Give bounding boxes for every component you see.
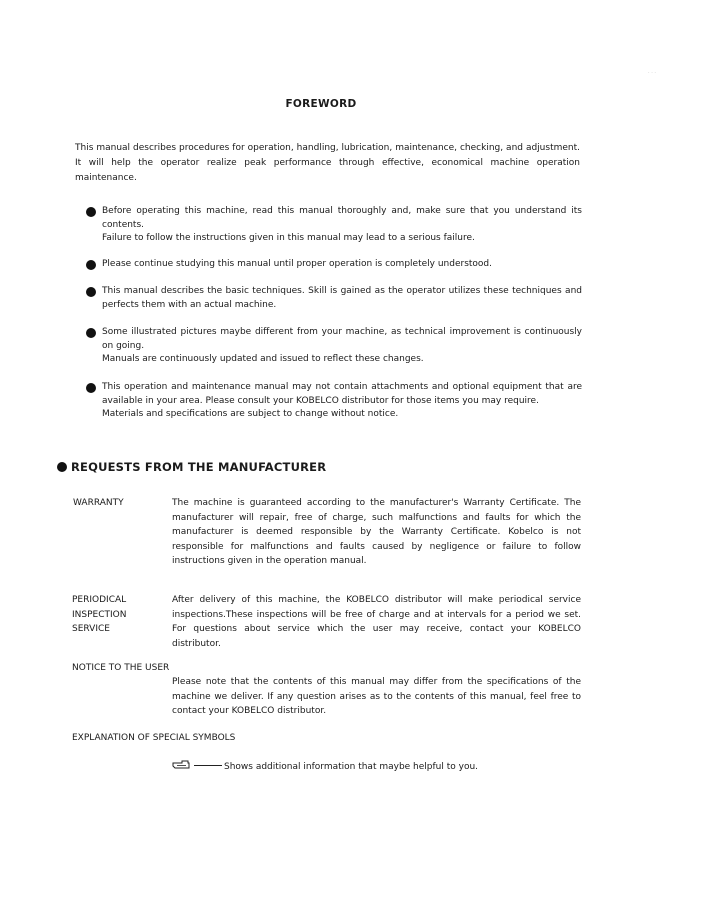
scan-mark: · · ·	[648, 70, 656, 76]
bullet-text: Failure to follow the instructions given in this manual may lead to a serious failure.	[102, 233, 475, 243]
bullet-item	[86, 285, 582, 312]
bullet-text: Please continue studying this manual until proper operation is completely understood.	[102, 259, 492, 269]
bullet-dot-icon	[86, 260, 96, 270]
bullet-text: This manual describes the basic techniques. Skill is gained as the operator utilizes these techniques and perfects them with an actual machine.	[102, 286, 582, 310]
warranty-term: WARRANTY	[73, 498, 124, 508]
intro-paragraph: This manual describes procedures for operation, handling, lubrication, maintenance, checking, and adjustment. It will help the operator realize peak performance through effective, economical machine operation maintenance.	[75, 143, 580, 183]
periodical-term-line: INSPECTION	[72, 609, 127, 620]
section-heading-text: REQUESTS FROM THE MANUFACTURER	[71, 460, 327, 474]
symbol-explanation	[172, 760, 478, 774]
dash-line	[194, 765, 222, 766]
bullet-item	[86, 381, 582, 422]
periodical-term-line: SERVICE	[72, 624, 110, 634]
section-heading	[57, 460, 326, 474]
bullet-dot-icon	[86, 328, 96, 338]
bullet-text: Manuals are continuously updated and issued to reflect these changes.	[102, 354, 424, 364]
bullet-item	[86, 326, 582, 367]
notice-text: Please note that the contents of this manual may differ from the specifications of the machine we deliver. If any question arises as to the contents of this manual, feel free to contact your KOBELCO distributor.	[172, 677, 581, 716]
bullet-item	[86, 205, 582, 246]
page-title: FOREWORD	[285, 98, 357, 110]
periodical-text: After delivery of this machine, the KOBELCO distributor will make periodical service inspections.These inspections will be free of charge and at intervals for a period we set. For questions about service which the user may receive, contact your KOBELCO distributor.	[172, 595, 581, 649]
bullet-dot-icon	[57, 462, 67, 472]
bullet-dot-icon	[86, 287, 96, 297]
symbols-term: EXPLANATION OF SPECIAL SYMBOLS	[72, 733, 236, 743]
bullet-dot-icon	[86, 383, 96, 393]
notice-term: NOTICE TO THE USER	[72, 663, 170, 673]
bullet-item	[86, 258, 582, 272]
bullet-dot-icon	[86, 207, 96, 217]
bullet-text: Some illustrated pictures maybe different from your machine, as technical improvement is continuously on going.	[102, 327, 582, 351]
periodical-term	[72, 593, 126, 637]
bullet-text: Before operating this machine, read this manual thoroughly and, make sure that you understand its contents.	[102, 206, 582, 230]
pointing-hand-icon	[172, 760, 190, 770]
bullet-text: Materials and specifications are subject to change without notice.	[102, 409, 399, 419]
periodical-term-line: PERIODICAL	[72, 595, 127, 605]
bullet-text: This operation and maintenance manual may not contain attachments and optional equipment that are available in your area. Please consult your KOBELCO distributor for those items you may require.	[102, 382, 582, 406]
symbol-text: Shows additional information that maybe helpful to you.	[224, 762, 479, 772]
warranty-text: The machine is guaranteed according to the manufacturer's Warranty Certificate. The manufacturer will repair, free of charge, such malfunctions and faults for which the manufacturer is deemed responsible by the Warranty Certificate. Kobelco is not responsible for malfunctions and faults caused by negligence or failure to follow instructions given in the operation manual.	[172, 498, 581, 566]
